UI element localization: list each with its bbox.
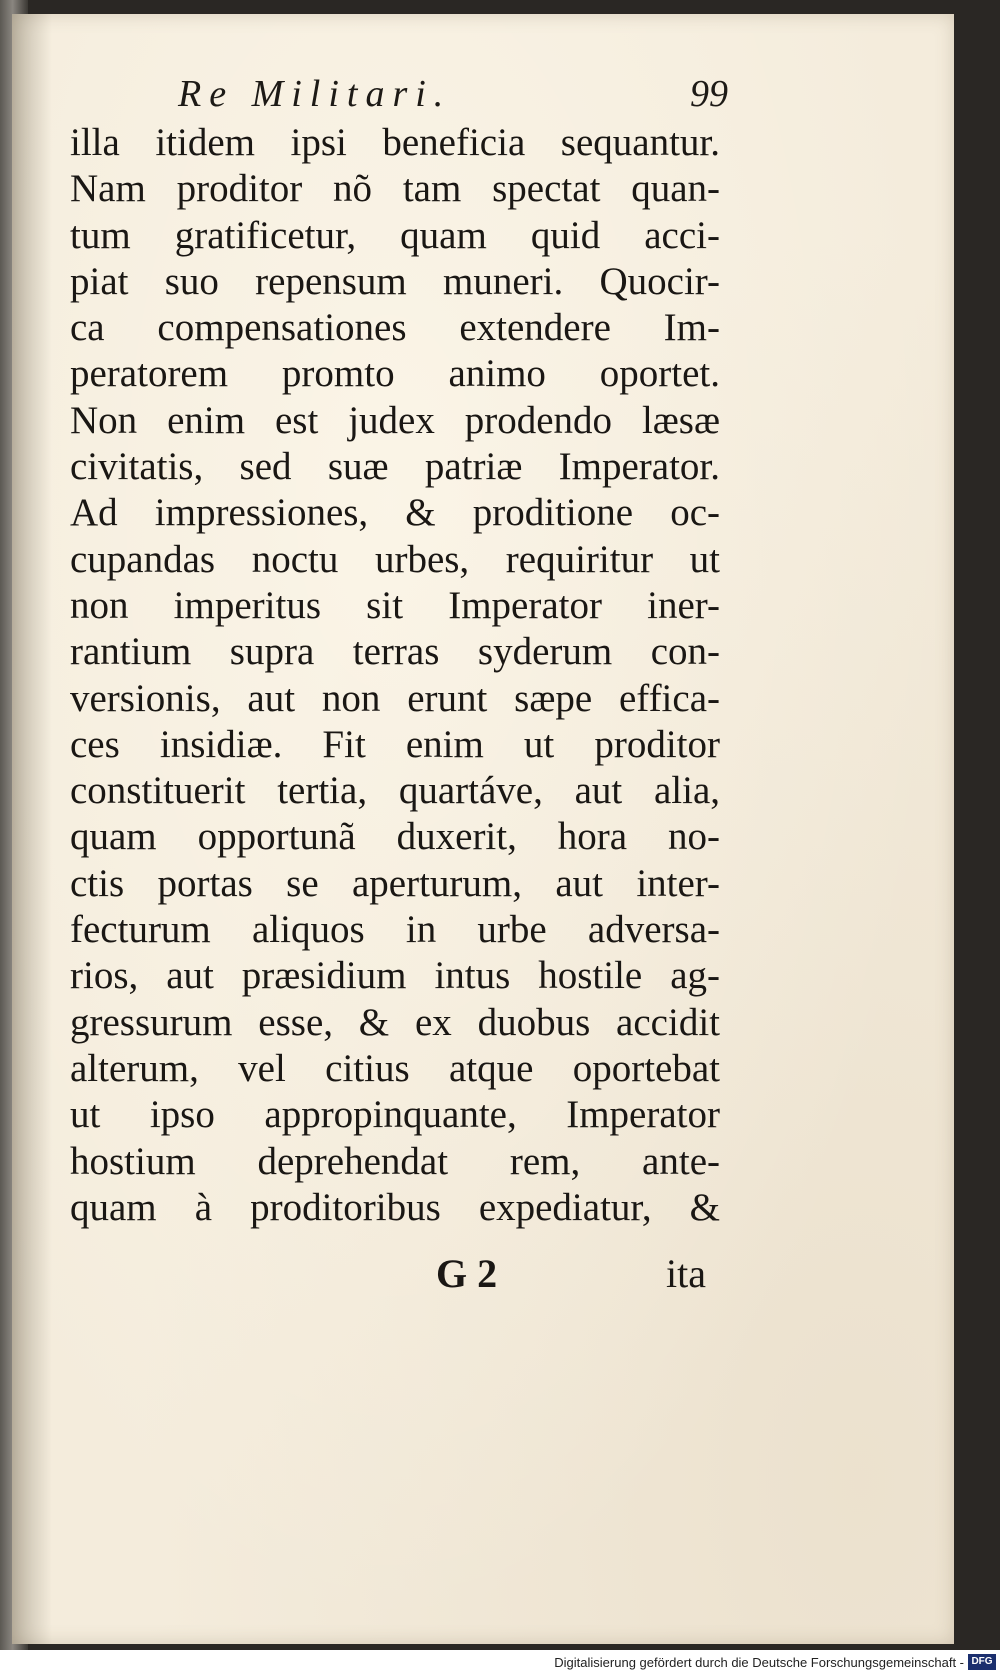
text-line: alterum, vel citius atque oportebat bbox=[70, 1046, 720, 1090]
text-line: ut ipso appropinquante, Imperator bbox=[70, 1093, 720, 1137]
text-line: versionis, aut non erunt sæpe effica- bbox=[70, 676, 720, 720]
text-line: hostium deprehendat rem, ante- bbox=[70, 1139, 720, 1183]
digitization-footer bbox=[0, 1650, 1000, 1676]
text-line: cupandas noctu urbes, requiritur ut bbox=[70, 537, 720, 581]
body-text bbox=[70, 120, 720, 1231]
text-line: Ad impressiones, & proditione oc- bbox=[70, 491, 720, 535]
text-line: rantium supra terras syderum con- bbox=[70, 630, 720, 674]
text-line: civitatis, sed suæ patriæ Imperator. bbox=[70, 445, 720, 489]
text-line: peratorem promto animo oportet. bbox=[70, 352, 720, 396]
text-line: constituerit tertia, quartáve, aut alia, bbox=[70, 769, 720, 813]
text-line: ca compensationes extendere Im- bbox=[70, 306, 720, 350]
text-line: Non enim est judex prodendo læsæ bbox=[70, 398, 720, 442]
text-line: Nam proditor nõ tam spectat quan- bbox=[70, 167, 720, 211]
text-line: illa itidem ipsi beneficia sequantur. bbox=[70, 121, 720, 164]
text-line: quam à proditoribus expediatur, & bbox=[70, 1185, 720, 1229]
text-line: non imperitus sit Imperator iner- bbox=[70, 583, 720, 627]
text-line: rios, aut præsidium intus hostile ag- bbox=[70, 954, 720, 998]
text-line: ctis portas se aperturum, aut inter- bbox=[70, 861, 720, 905]
running-title: Re Militari. bbox=[178, 73, 452, 115]
text-line: quam opportunã duxerit, hora no- bbox=[70, 815, 720, 859]
text-line: ces insidiæ. Fit enim ut proditor bbox=[70, 722, 720, 766]
text-line: gressurum esse, & ex duobus accidit bbox=[70, 1000, 720, 1044]
signature-mark: G 2 bbox=[436, 1251, 498, 1296]
text-line: fecturum aliquos in urbe adversa- bbox=[70, 908, 720, 952]
running-head bbox=[178, 72, 728, 122]
funding-credit: Digitalisierung gefördert durch die Deutsche Forschungsgemeinschaft - bbox=[554, 1655, 964, 1670]
text-line: tum gratificetur, quam quid acci- bbox=[70, 213, 720, 257]
catchword: ita bbox=[666, 1251, 706, 1296]
page-number: 99 bbox=[690, 73, 728, 115]
text-line: piat suo repensum muneri. Quocir- bbox=[70, 259, 720, 303]
dfg-logo: DFG bbox=[968, 1654, 996, 1670]
page-gutter-shadow bbox=[12, 14, 52, 1644]
